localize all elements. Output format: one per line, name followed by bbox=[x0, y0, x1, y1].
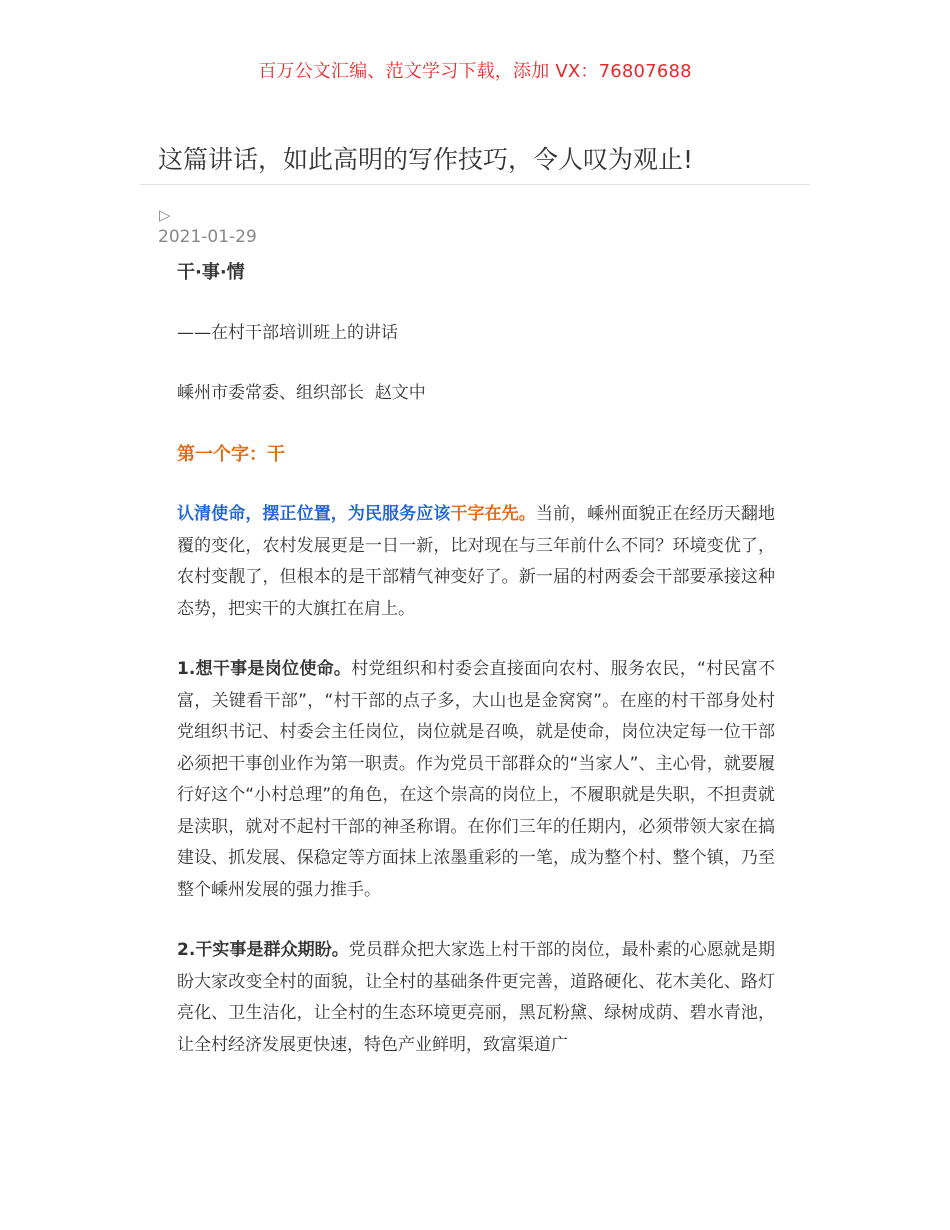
point-2-title: 2.干实事是群众期盼。 bbox=[177, 940, 349, 960]
publish-date: 2021-01-29 bbox=[158, 227, 257, 247]
article-title: 这篇讲话，如此高明的写作技巧，令人叹为观止! bbox=[158, 145, 694, 174]
title-divider bbox=[140, 184, 810, 185]
speech-heading: 干·事·情 bbox=[177, 262, 245, 283]
point-2-text: 党员群众把大家选上村干部的岗位，最朴素的心愿就是期盼大家改变全村的面貌，让全村的基础条件更完善，道路硬化、花木美化、路灯亮化、卫生洁化，让全村的生态环境更亮丽，黑瓦粉黛、绿树成荫、碧水青池，让全村经济发展更快速，特色产业鲜明，致富渠道广 bbox=[177, 940, 775, 1055]
lead-highlight-blue: 认清使命，摆正位置，为民服务应该 bbox=[177, 504, 451, 524]
point-1-paragraph bbox=[177, 654, 775, 906]
speech-author: 嵊州市委常委、组织部长 赵文中 bbox=[177, 383, 426, 403]
point-1-title: 1.想干事是岗位使命。 bbox=[177, 659, 352, 679]
section-title: 第一个字：干 bbox=[177, 443, 285, 465]
point-2-paragraph bbox=[177, 935, 775, 1061]
point-1-text: 村党组织和村委会直接面向农村、服务农民，“村民富不富，关键看干部”，“村干部的点子多，大山也是金窝窝”。在座的村干部身处村党组织书记、村委会主任岗位，岗位就是召唤，就是使命，岗位决定每一位干部必须把干事创业作为第一职责。作为党员干部群众的“当家人”、主心骨，就要履行好这个“小村总理”的角色，在这个崇高的岗位上，不履职就是失职，不担责就是渎职，就对不起村干部的神圣称谓。在你们三年的任期内，必须带领大家在搞建设、抓发展、保稳定等方面抹上浓墨重彩的一笔，成为整个村、整个镇，乃至整个嵊州发展的强力推手。 bbox=[177, 659, 775, 900]
article-body bbox=[177, 257, 775, 1061]
promo-banner: 百万公文汇编、范文学习下载，添加 VX：76807688 bbox=[258, 61, 692, 82]
lead-highlight-orange: 干字在先。 bbox=[450, 504, 536, 524]
play-icon[interactable]: ▷ bbox=[159, 206, 171, 224]
speech-subtitle: ——在村干部培训班上的讲话 bbox=[177, 322, 398, 343]
lead-text: 当前，嵊州面貌正在经历天翻地覆的变化，农村发展更是一日一新，比对现在与三年前什么不同？环境变优了，农村变靓了，但根本的是干部精气神变好了。新一届的村两委会干部要承接这种态势，把实干的大旗扛在肩上。 bbox=[177, 504, 776, 619]
lead-paragraph bbox=[177, 499, 775, 625]
